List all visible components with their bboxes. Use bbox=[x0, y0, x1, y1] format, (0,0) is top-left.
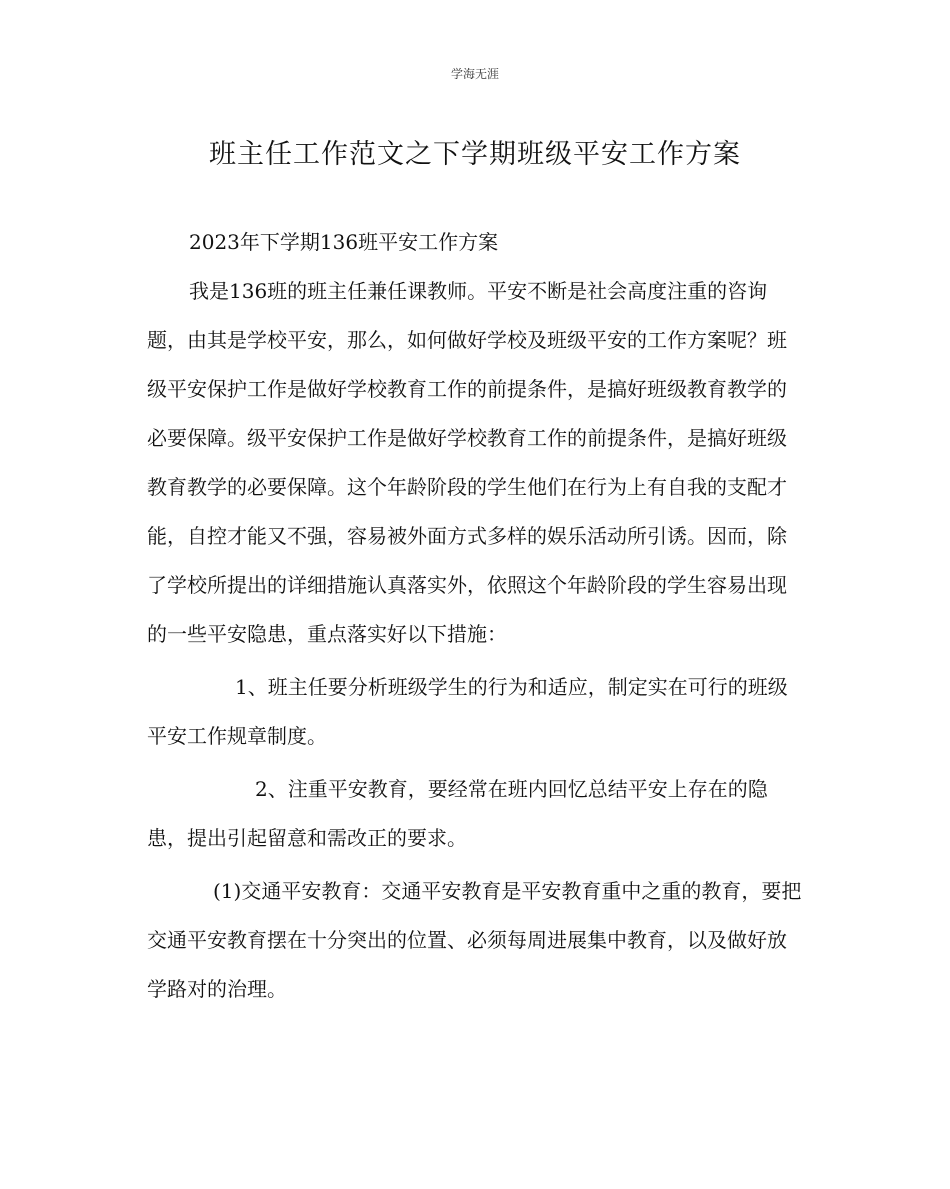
paragraph-item-1: 1、班主任要分析班级学生的行为和适应，制定实在可行的班级平安工作规章制度。 bbox=[147, 675, 788, 748]
document-title: 班主任工作范文之下学期班级平安工作方案 bbox=[209, 139, 741, 170]
document-body bbox=[147, 218, 803, 1014]
document-subtitle: 2023年下学期136班平安工作方案 bbox=[189, 230, 499, 254]
paragraph-item-2: 2、注重平安教育，要经常在班内回忆总结平安上存在的隐患，提出引起留意和需改正的要求。 bbox=[147, 777, 768, 850]
paragraph-item-2-1: (1)交通平安教育：交通平安教育是平安教育重中之重的教育，要把交通平安教育摆在十分突出的位置、必须每周进展集中教育，以及做好放学路对的治理。 bbox=[147, 879, 802, 1001]
paragraph-intro: 我是136班的班主任兼任课教师。平安不断是社会高度注重的咨询题，由其是学校平安，那么，如何做好学校及班级平安的工作方案呢？班级平安保护工作是做好学校教育工作的前提条件，是搞好班级教育教学的必要保障。级平安保护工作是做好学校教育工作的前提条件，是搞好班级教育教学的必要保障。这个年龄阶段的学生他们在行为上有自我的支配才能，自控才能又不强，容易被外面方式多样的娱乐活动所引诱。因而，除了学校所提出的详细措施认真落实外，依照这个年龄阶段的学生容易出现的一些平安隐患，重点落实好以下措施： bbox=[147, 279, 787, 646]
page-header: 学海无涯 bbox=[450, 67, 499, 81]
